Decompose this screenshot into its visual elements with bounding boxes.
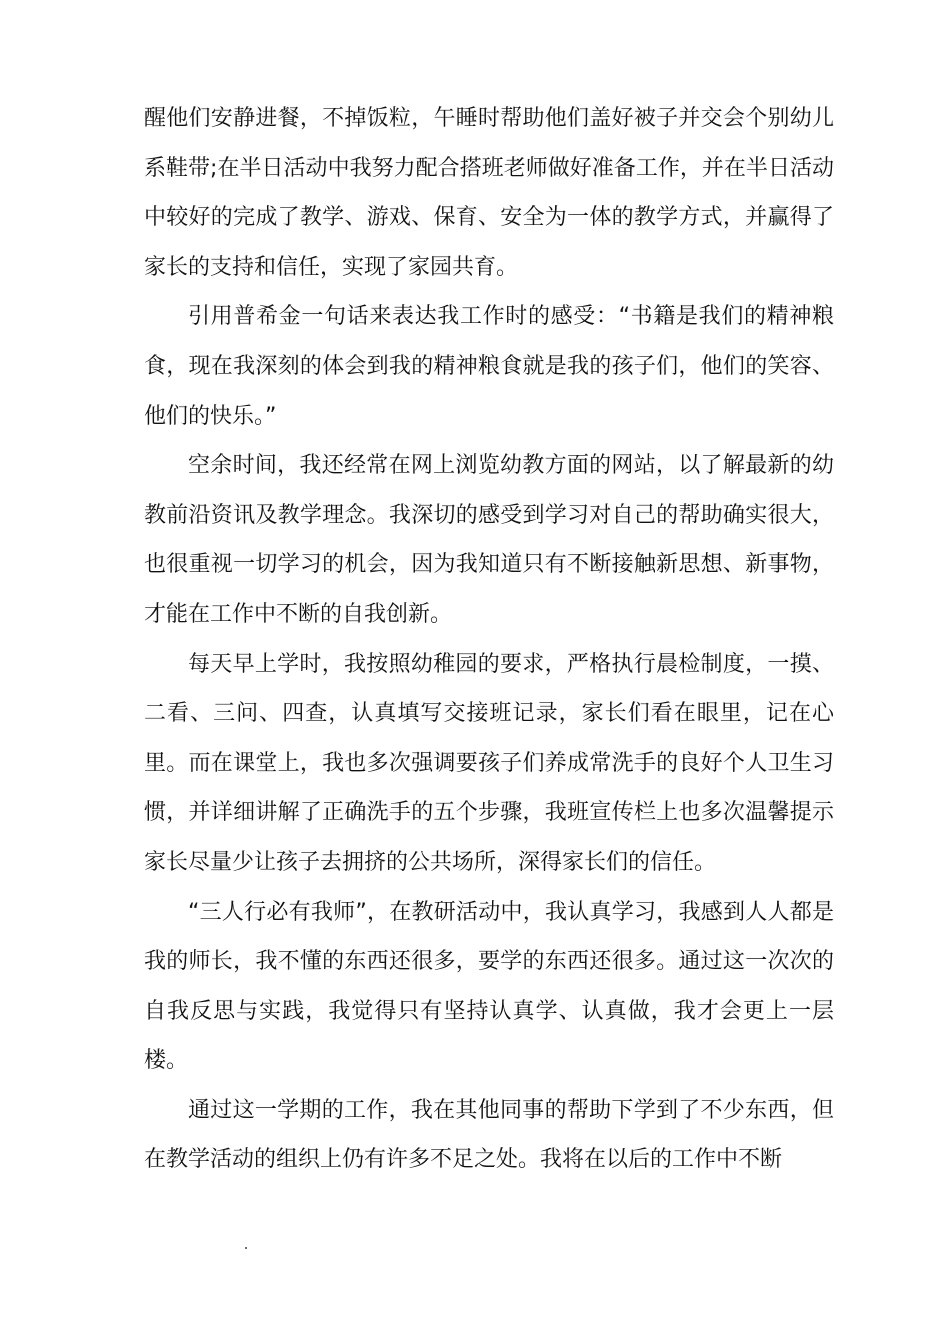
footer-mark: [245, 1247, 247, 1249]
paragraph-4: 每天早上学时，我按照幼稚园的要求，严格执行晨检制度，一摸、二看、三问、四查，认真填写交接班记录，家长们看在眼里，记在心里。而在课堂上，我也多次强调要孩子们养成常洗手的良好个人卫生习惯，并详细讲解了正确洗手的五个步骤，我班宣传栏上也多次温馨提示家长尽量少让孩子去拥挤的公共场所，深得家长们的信任。: [144, 651, 834, 875]
paragraph-6: 通过这一学期的工作，我在其他同事的帮助下学到了不少东西，但在教学活动的组织上仍有许多不足之处。我将在以后的工作中不断: [144, 1097, 834, 1173]
paragraph-2: 引用普希金一句话来表达我工作时的感受：“书籍是我们的精神粮食，现在我深刻的体会到我的精神粮食就是我的孩子们，他们的笑容、他们的快乐。”: [144, 304, 834, 429]
paragraph-5: “三人行必有我师”，在教研活动中，我认真学习，我感到人人都是我的师长，我不懂的东西还很多，要学的东西还很多。通过这一次次的自我反思与实践，我觉得只有坚持认真学、认真做，我才会更上一层楼。: [144, 899, 834, 1074]
paragraph-3: 空余时间，我还经常在网上浏览幼教方面的网站，以了解最新的幼教前沿资讯及教学理念。我深切的感受到学习对自己的帮助确实很大，也很重视一切学习的机会，因为我知道只有不断接触新思想、新事物，才能在工作中不断的自我创新。: [144, 453, 834, 627]
paragraph-1: 醒他们安静进餐，不掉饭粒，午睡时帮助他们盖好被子并交会个别幼儿系鞋带;在半日活动中我努力配合搭班老师做好准备工作，并在半日活动中较好的完成了教学、游戏、保育、安全为一体的教学方式，并赢得了家长的支持和信任，实现了家园共育。: [144, 106, 834, 280]
document-body: [144, 94, 834, 1185]
